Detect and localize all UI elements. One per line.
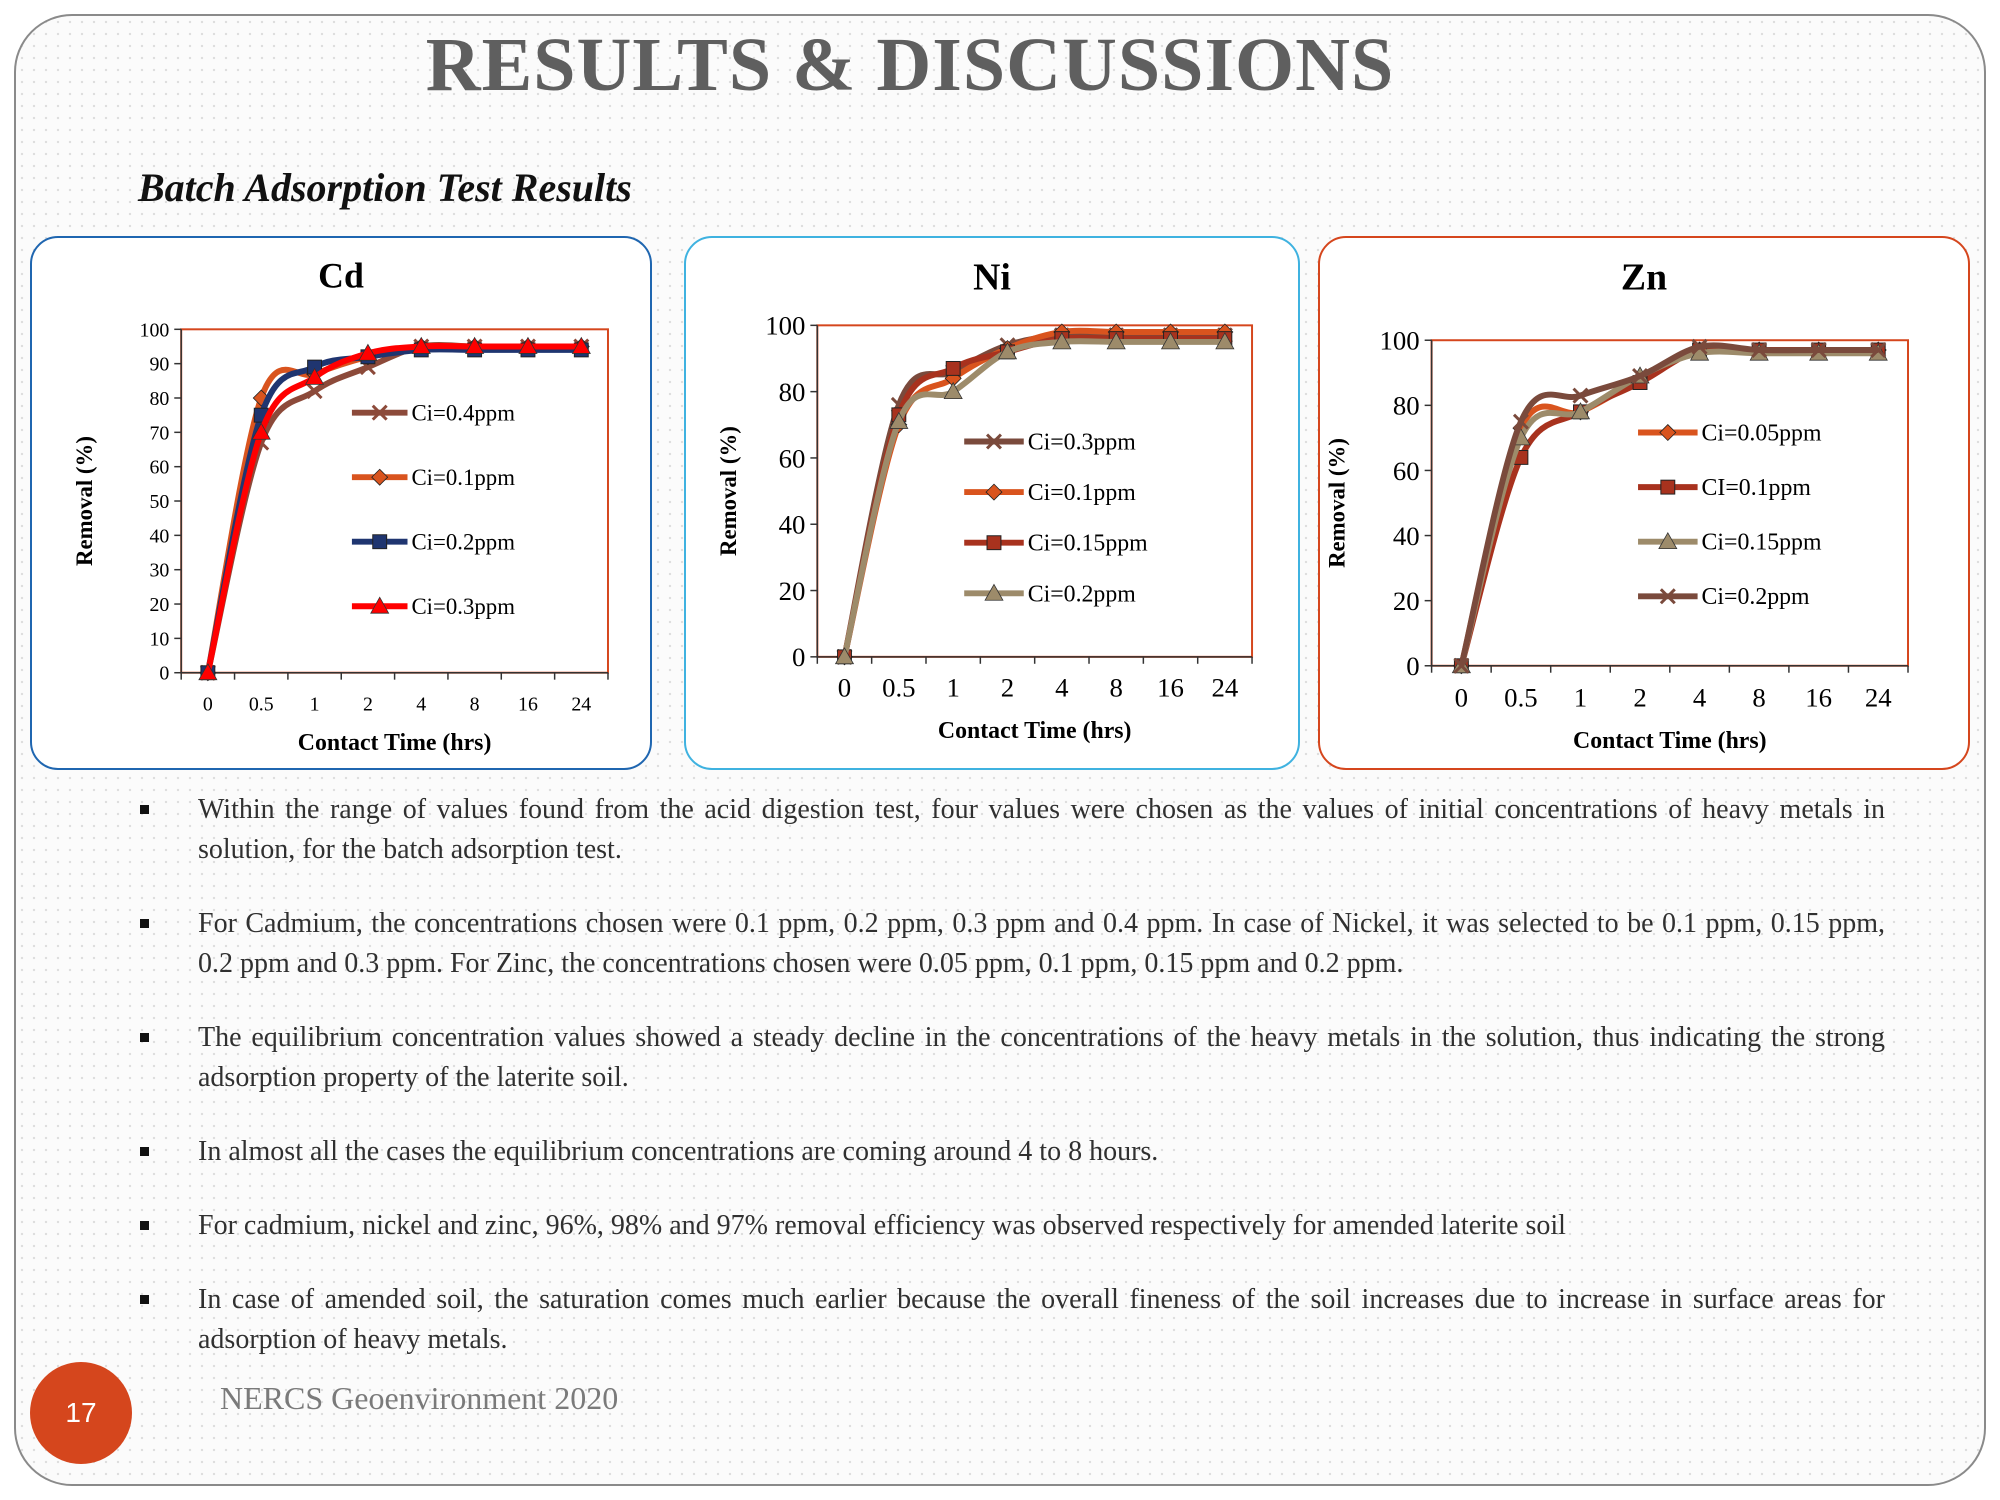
bullet-marker	[140, 805, 149, 814]
legend-label: Ci=0.1ppm	[1027, 480, 1136, 507]
y-tick-label: 60	[149, 456, 170, 479]
bullet-marker	[140, 1221, 149, 1230]
legend-marker	[1661, 480, 1675, 494]
x-tick-label: 4	[416, 693, 427, 716]
bullet-text: For Cadmium, the concentrations chosen were 0.1 ppm, 0.2 ppm, 0.3 ppm and 0.4 ppm. In case of Nickel, it was selected to be 0.1 ppm, 0.15 ppm, 0.2 ppm and 0.3 ppm. For Zinc, the concentrations chosen were 0.05 ppm, 0.1 ppm, 0.15 ppm and 0.2 ppm.	[198, 908, 1885, 979]
chart-ni	[686, 238, 1298, 768]
chart-title: Zn	[1620, 256, 1668, 299]
chart-panel-zn	[1318, 236, 1970, 770]
chart-title: Cd	[318, 255, 364, 296]
bullet-marker	[140, 1147, 149, 1156]
y-tick-label: 0	[159, 662, 170, 685]
y-tick-label: 80	[149, 387, 170, 410]
bullet-item	[140, 904, 1885, 984]
bullet-marker	[140, 919, 149, 928]
y-tick-label: 50	[149, 490, 170, 513]
x-tick-label: 8	[469, 693, 480, 716]
x-tick-label: 1	[309, 693, 320, 716]
legend-label: CI=0.1ppm	[1701, 475, 1811, 502]
bullet-item	[140, 1206, 1885, 1246]
data-point	[946, 361, 960, 375]
y-tick-label: 10	[149, 628, 170, 651]
x-tick-label: 1	[946, 672, 960, 703]
x-tick-label: 0.5	[1504, 682, 1538, 713]
legend-label: Ci=0.15ppm	[1027, 530, 1148, 557]
chart-title: Ni	[973, 256, 1011, 299]
y-tick-label: 20	[778, 575, 806, 606]
bullet-text: In case of amended soil, the saturation comes much earlier because the overall fineness of the soil increases due to increase in surface areas for adsorption of heavy metals.	[198, 1284, 1885, 1355]
section-subtitle: Batch Adsorption Test Results	[138, 165, 632, 210]
legend-label: Ci=0.1ppm	[411, 465, 515, 491]
chart-cd	[32, 238, 650, 768]
x-tick-label: 4	[1692, 682, 1707, 713]
x-tick-label: 0	[202, 693, 213, 716]
x-tick-label: 1	[1573, 682, 1588, 713]
y-tick-label: 60	[1392, 455, 1420, 486]
y-tick-label: 0	[1406, 651, 1420, 682]
x-tick-label: 16	[518, 693, 538, 716]
x-tick-label: 2	[1633, 682, 1647, 713]
y-axis-label: Removal (%)	[715, 426, 741, 557]
x-tick-label: 16	[1157, 672, 1184, 703]
x-tick-label: 16	[1805, 682, 1833, 713]
legend-label: Ci=0.2ppm	[411, 529, 515, 555]
y-tick-label: 60	[778, 443, 806, 474]
page-title: RESULTS & DISCUSSIONS	[425, 23, 1395, 107]
legend-label: Ci=0.05ppm	[1701, 420, 1822, 447]
y-tick-label: 30	[149, 559, 170, 582]
y-tick-label: 40	[778, 509, 806, 540]
x-axis-label: Contact Time (hrs)	[1573, 728, 1767, 755]
x-tick-label: 0.5	[882, 672, 916, 703]
bullet-list	[140, 790, 1885, 1394]
legend-marker	[987, 536, 1001, 550]
x-tick-label: 0	[1454, 682, 1469, 713]
bullet-item	[140, 1132, 1885, 1172]
x-tick-label: 8	[1752, 682, 1766, 713]
y-tick-label: 100	[1379, 325, 1420, 356]
chart-panel-ni	[684, 236, 1300, 770]
x-axis-label: Contact Time (hrs)	[937, 718, 1132, 745]
x-tick-label: 24	[1864, 682, 1892, 713]
legend-label: Ci=0.4ppm	[411, 400, 515, 426]
legend-label: Ci=0.3ppm	[411, 594, 515, 620]
x-tick-label: 0	[837, 672, 852, 703]
bullet-marker	[140, 1033, 149, 1042]
legend-label: Ci=0.2ppm	[1027, 581, 1136, 608]
y-tick-label: 40	[149, 525, 170, 548]
legend-label: Ci=0.3ppm	[1027, 429, 1136, 456]
y-tick-label: 40	[1392, 520, 1420, 551]
y-tick-label: 0	[792, 642, 806, 673]
y-tick-label: 70	[149, 422, 170, 445]
legend-label: Ci=0.15ppm	[1701, 529, 1822, 556]
chart-panel-cd	[30, 236, 652, 770]
y-tick-label: 20	[149, 593, 170, 616]
y-tick-label: 100	[139, 319, 170, 342]
x-axis-label: Contact Time (hrs)	[297, 730, 492, 757]
x-tick-label: 4	[1055, 672, 1069, 703]
chart-zn	[1320, 238, 1968, 768]
y-tick-label: 80	[1392, 390, 1420, 421]
x-tick-label: 24	[571, 693, 592, 716]
legend-label: Ci=0.2ppm	[1701, 584, 1810, 611]
y-tick-label: 90	[149, 353, 170, 376]
x-tick-label: 24	[1211, 672, 1239, 703]
y-tick-label: 100	[765, 310, 806, 341]
x-tick-label: 2	[362, 693, 373, 716]
y-tick-label: 80	[778, 377, 806, 408]
y-axis-label: Removal (%)	[71, 436, 97, 566]
legend-marker	[373, 535, 387, 549]
bullet-item	[140, 1018, 1885, 1098]
bullet-text: In almost all the cases the equilibrium concentrations are coming around 4 to 8 hours.	[198, 1136, 1159, 1167]
bullet-text: For cadmium, nickel and zinc, 96%, 98% and 97% removal efficiency was observed respectively for amended laterite soil	[198, 1210, 1566, 1241]
bullet-marker	[140, 1295, 149, 1304]
bullet-text: The equilibrium concentration values showed a steady decline in the concentrations of the heavy metals in the solution, thus indicating the strong adsorption property of the laterite soil.	[198, 1022, 1885, 1093]
bullet-text: Within the range of values found from the acid digestion test, four values were chosen as the values of initial concentrations of heavy metals in solution, for the batch adsorption test.	[198, 794, 1885, 865]
bullet-item	[140, 1280, 1885, 1360]
page-number-badge: 17	[30, 1362, 132, 1464]
y-tick-label: 20	[1392, 586, 1420, 617]
y-axis-label: Removal (%)	[1324, 438, 1350, 568]
footer-text: NERCS Geoenvironment 2020	[220, 1380, 619, 1416]
x-tick-label: 0.5	[248, 693, 274, 716]
bullet-item	[140, 790, 1885, 870]
x-tick-label: 2	[1000, 672, 1015, 703]
x-tick-label: 8	[1109, 672, 1123, 703]
